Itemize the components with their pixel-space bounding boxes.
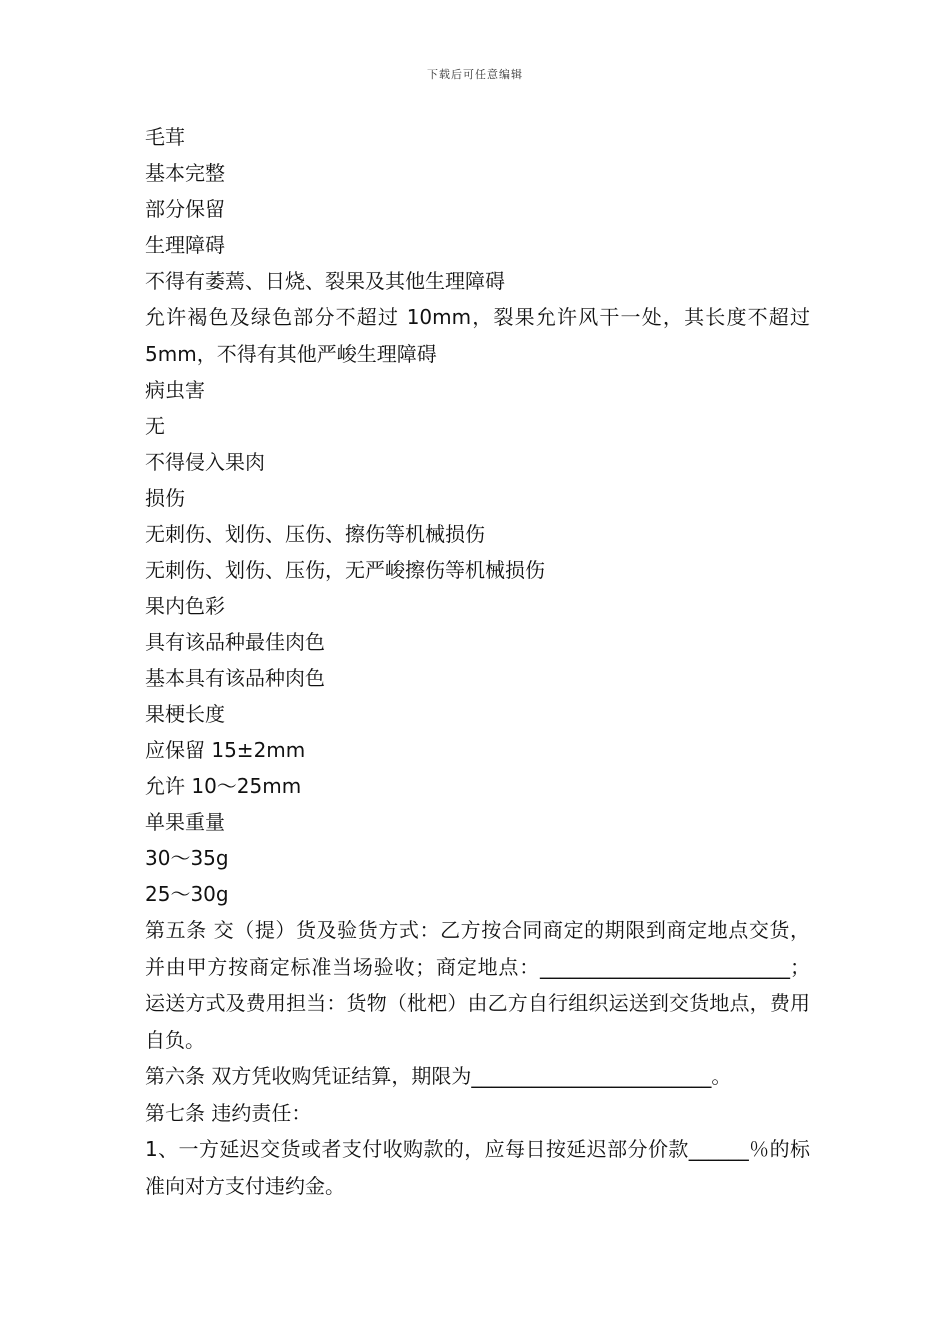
- text-line: 30～35g: [145, 846, 229, 870]
- article-7-heading: 第七条 违约责任：: [145, 1100, 312, 1125]
- text-line: 基本完整: [145, 161, 225, 185]
- text-line: 生理障碍: [145, 233, 225, 257]
- text-line: 病虫害: [145, 378, 205, 402]
- text-line: 25～30g: [145, 882, 229, 906]
- text-line: 基本具有该品种肉色: [145, 666, 325, 690]
- text-line: 具有该品种最佳肉色: [145, 630, 325, 654]
- page-header: 下载后可任意编辑: [427, 68, 523, 81]
- text-line: 部分保留: [145, 197, 225, 221]
- document-body: [145, 119, 810, 1204]
- text-line: 无刺伤、划伤、压伤，无严峻擦伤等机械损伤: [145, 558, 545, 582]
- article-7-item-1: 1、一方延迟交货或者支付收购款的，应每日按延迟部分价款______％的标准向对方支付违约金。: [145, 1137, 810, 1198]
- text-line: 无刺伤、划伤、压伤、擦伤等机械损伤: [145, 522, 485, 546]
- text-line: 果梗长度: [145, 702, 225, 726]
- text-line: 不得有萎蔫、日烧、裂果及其他生理障碍: [145, 269, 505, 293]
- text-line: 损伤: [145, 486, 185, 510]
- text-line: 无: [145, 414, 165, 438]
- article-6: 第六条 双方凭收购凭证结算，期限为________________________。: [145, 1064, 732, 1088]
- text-line: 允许 10～25mm: [145, 774, 302, 798]
- text-line: 果内色彩: [145, 594, 225, 618]
- article-5: 第五条 交（提）货及验货方式：乙方按合同商定的期限到商定地点交货，并由甲方按商定标准当场验收；商定地点：_________________________；运送方式及费用担当：货物（枇杷）由乙方自行组织运送到交货地点，费用自负。: [145, 918, 810, 1052]
- text-line: 不得侵入果肉: [145, 450, 265, 474]
- text-line: 应保留 15±2mm: [145, 738, 306, 762]
- text-line: 单果重量: [145, 810, 225, 834]
- text-paragraph: 允许褐色及绿色部分不超过 10mm，裂果允许风干一处，其长度不超过 5mm，不得有其他严峻生理障碍: [145, 305, 810, 366]
- text-line: 毛茸: [145, 125, 185, 149]
